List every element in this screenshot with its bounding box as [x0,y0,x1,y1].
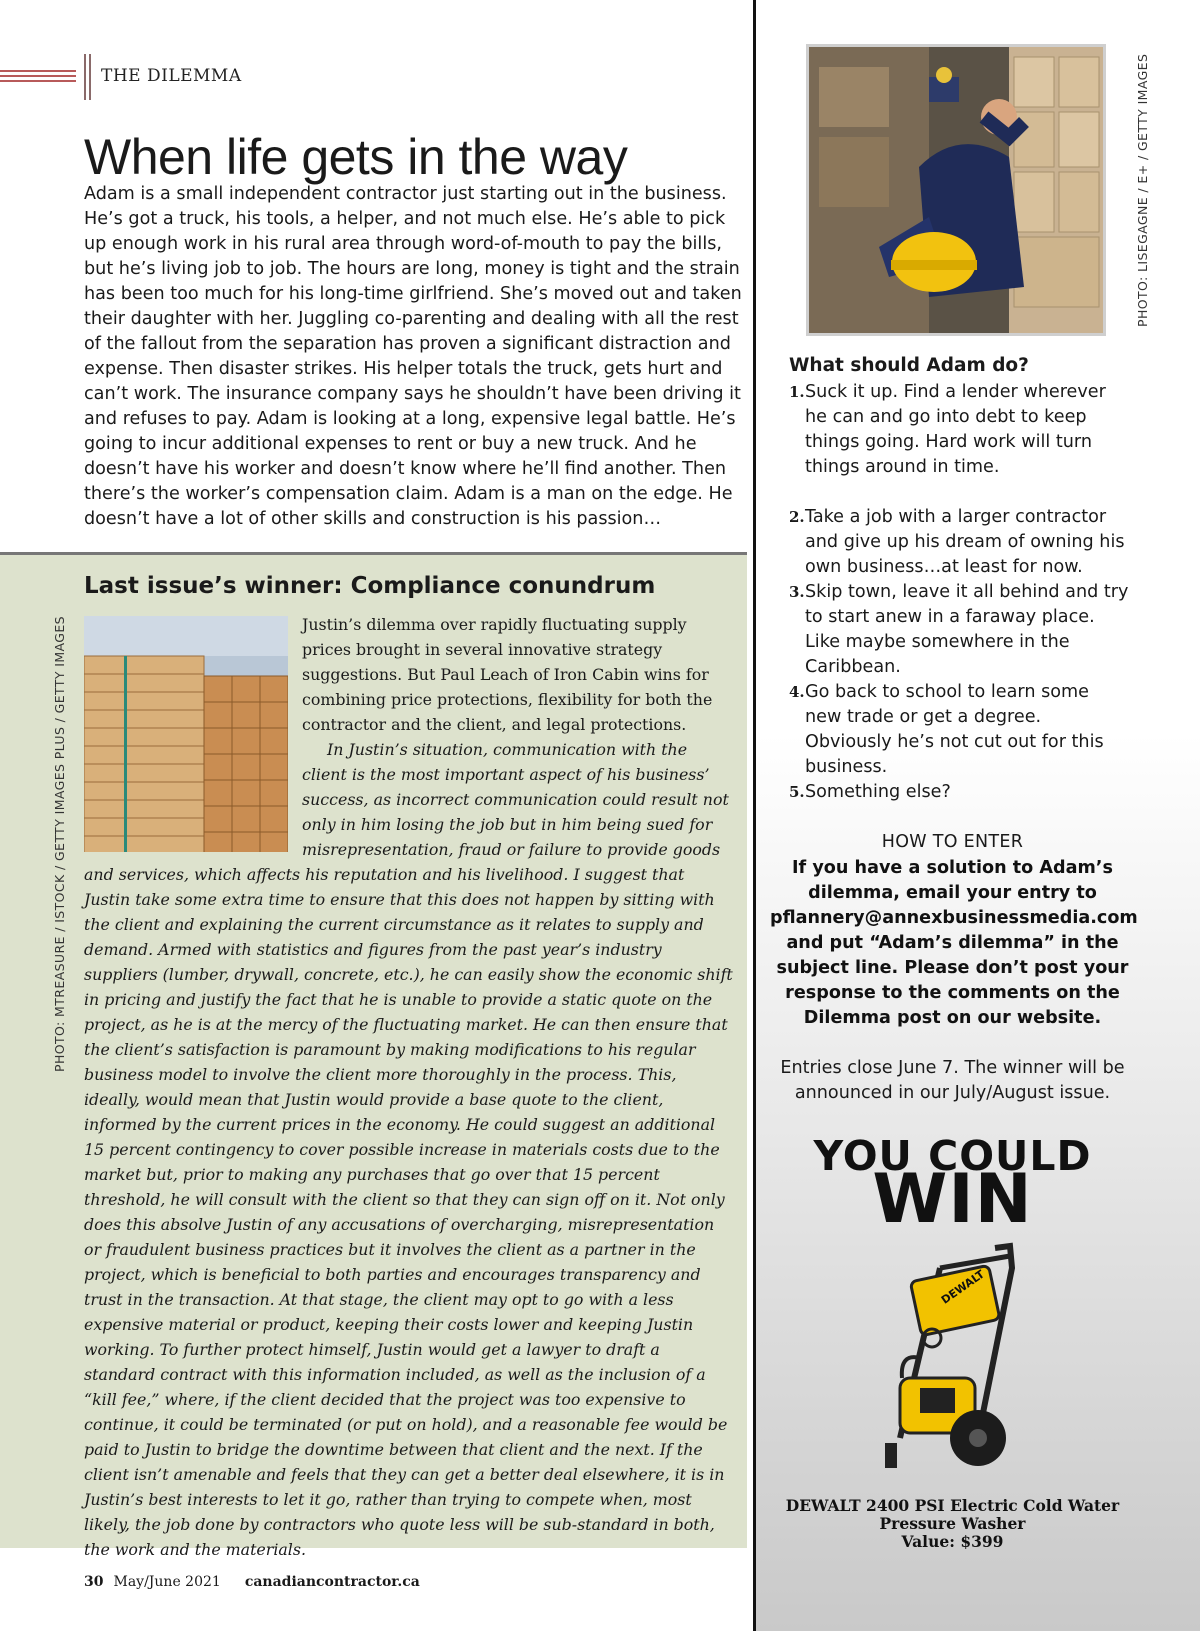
winner-title: Last issue’s winner: Compliance conundrum [84,573,656,599]
option-item: 1. Suck it up. Find a lender wherever he can and go into debt to keep things going. Hard work will turn things around in time. [789,382,1106,477]
prize-description [780,1497,1125,1551]
how-to-enter-body: If you have a solution to Adam’s dilemma, email your entry to pflannery@annexbusinessmedia.com and put “Adam’s dilemma” in the subject line. Please don’t post your response to the comments on the Dilemma post on our website. [770,858,1138,1028]
pressure-washer-illustration [860,1238,1050,1478]
question-heading: What should Adam do? [789,355,1029,376]
article-title: When life gets in the way [84,129,628,185]
section-tag-bars [84,54,92,100]
section-tag: THE DILEMMA [101,66,242,86]
you-could-heading: YOU COULD [813,1132,1092,1180]
options-list [789,380,1129,805]
winner-lead: Justin’s dilemma over rapidly fluctuating supply prices brought in several innovative strategy suggestions. But Paul Leach of Iron Cabin wins for combining price protections, flexibility for both the contractor and the client, and legal protections. [302,615,713,734]
issue-date: May/June 2021 [113,1574,221,1590]
photo-credit-right: PHOTO: LISEGAGNE / E+ / GETTY IMAGES [1135,53,1150,327]
prize-name: DEWALT 2400 PSI Electric Cold Water Pressure Washer [785,1496,1120,1533]
option-item: 5. Something else? [789,782,951,802]
site-url[interactable]: canadiancontractor.ca [244,1574,420,1590]
worker-photo [806,44,1106,336]
svg-text:DEWALT: DEWALT [938,1267,987,1307]
entries-close-note: Entries close June 7. The winner will be announced in our July/August issue. [780,1058,1125,1103]
page-number: 30 [84,1574,104,1590]
option-item: 2. Take a job with a larger contractor and give up his dream of owning his own business…at least for now. [789,507,1125,577]
article-intro: Adam is a small independent contractor just starting out in the business. He’s got a truck, his tools, a helper, and not much else. He’s able to pick up enough work in his rural area through word-of-mouth to pay the bills, but he’s living job to job. The hours are long, money is tight and the strain has been too much for his long-time girlfriend. She’s moved out and taken their daughter with her. Juggling co-parenting and dealing with all the rest of the fallout from the separation has proven a significant distraction and expense. Then disaster strikes. His helper totals the truck, gets hurt and can’t work. The insurance company says he shouldn’t have been driving it and refuses to pay. Adam is looking at a long, expensive legal battle. He’s going to incur additional expenses to rent or buy a new truck. And he doesn’t have his worker and doesn’t know where he’ll find another. Then there’s the worker’s compensation claim. Adam is a man on the edge. He doesn’t have a lot of other skills and construction is his passion… [84,184,742,529]
winner-text [84,612,734,1562]
option-item: 3. Skip town, leave it all behind and try to start anew in a faraway place. Like maybe somewhere in the Caribbean. [789,582,1129,677]
option-item: 4. Go back to school to learn some new trade or get a degree. Obviously he’s not cut out for this business. [789,682,1104,777]
photo-credit-left: PHOTO: MTREASURE / ISTOCK / GETTY IMAGES PLUS / GETTY IMAGES [52,615,67,1072]
prize-value: Value: $399 [901,1532,1004,1551]
page-footer [84,1574,420,1590]
worker-illustration [809,47,1103,333]
winner-quote: In Justin’s situation, communication with the client is the most important aspect of his business’ success, as incorrect communication could result not only in him losing the job but in him being sued for misrepresentation, fraud or failure to provide goods and services, which affects his reputation and his livelihood. I suggest that Justin take some extra time to ensure that this does not happen by sitting with the client and explaining the current circumstance as it relates to supply and demand. Armed with statistics and figures from the past year’s industry suppliers (lumber, drywall, concrete, etc.), he can easily show the economic shift in pricing and justify the fact that he is unable to provide a static quote on the project, as he is at the mercy of the fluctuating market. He can then ensure that the client’s satisfaction is paramount by making modifications to his regular business model to involve the client more thoroughly in the process. This, ideally, would mean that Justin would provide a base quote to the client, informed by the current prices in the economy. He could suggest an additional 15 percent contingency to cover possible increase in materials costs due to the market but, prior to making any purchases that go over that 15 percent threshold, he will consult with the client so that they can sign off on it. Not only does this absolve Justin of any accusations of overcharging, misrepresentation or fraudulent business practices but it involves the client as a partner in the project, which is beneficial to both parties and encourages transparency and trust in the transaction. At that stage, the client may opt to go with a less expensive material or product, keeping their costs lower and keeping Justin working. To further protect himself, Justin would get a lawyer to draft a standard contract with this information included, as well as the inclusion of a “kill fee,” where, if the client decided that the project was too expensive to continue, it could be terminated (or put on hold), and a reasonable fee would be paid to Justin to bridge the downtime between that client and the next. If the client isn’t amenable and feels that they can get a better deal elsewhere, it is in Justin’s best interests to let it go, rather than trying to compete when, most likely, the job done by contractors who quote less will be sub-standard in both, the work and the materials. [84,740,733,1559]
column-divider [753,0,756,1631]
win-heading: WIN [872,1160,1033,1239]
section-tag-lines [0,70,76,84]
how-to-enter-title: HOW TO ENTER [881,832,1024,852]
